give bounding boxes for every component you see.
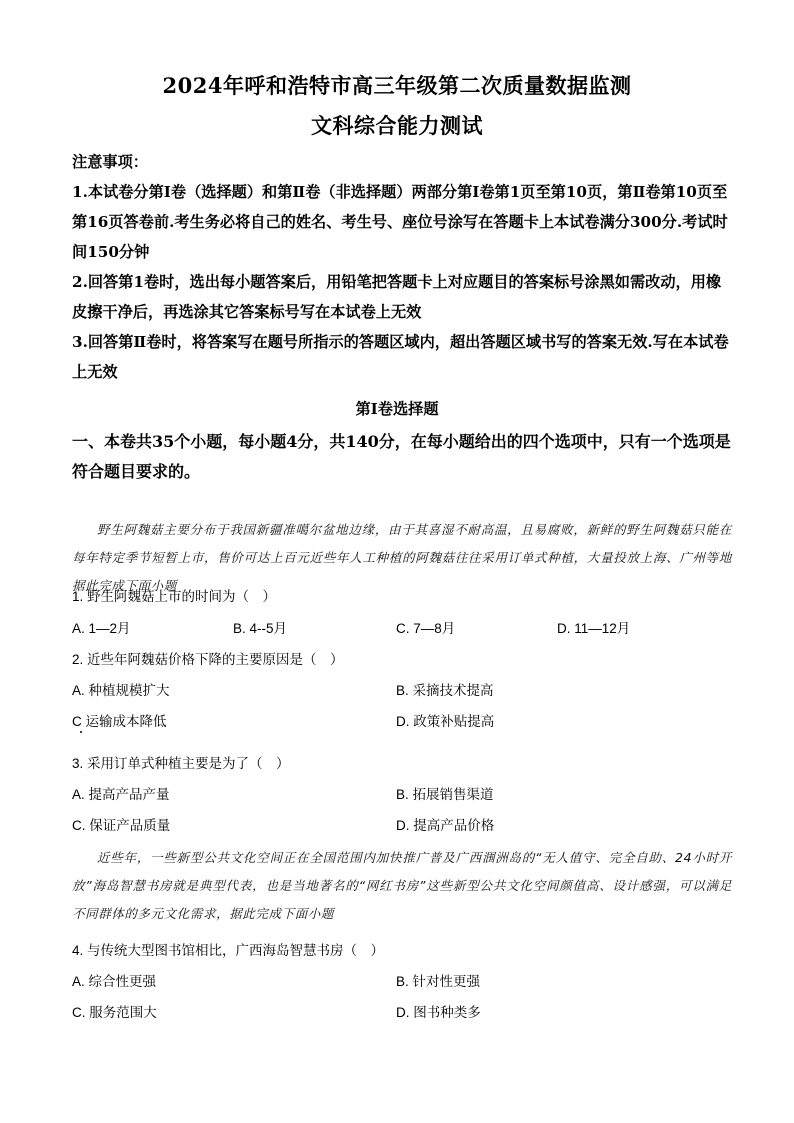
question-3-option-a: A. 提高产品产量: [72, 787, 170, 802]
section-title: 第Ⅰ卷选择题: [355, 400, 439, 418]
note-item-2: 2.回答第1卷时，选出每小题答案后，用铅笔把答题卡上对应题目的答案标号涂黑如需改动，用橡皮擦干净后，再选涂其它答案标号写在本试卷上无效: [72, 273, 722, 321]
question-1-option-c: C. 7—8月: [396, 621, 456, 636]
question-2-option-b: B. 采摘技术提高: [396, 683, 494, 698]
question-4-option-b: B. 针对性更强: [396, 974, 481, 989]
note-item-3: 3.回答第Ⅱ卷时，将答案写在题号所指示的答题区域内，超出答题区域书写的答案无效.写在本试卷上无效: [72, 333, 729, 381]
question-3-option-b: B. 拓展销售渠道: [396, 787, 494, 802]
question-1-option-d: D. 11—12月: [557, 621, 631, 636]
question-2-option-c: C 运输成本降低: [72, 714, 167, 729]
exam-subtitle: 文科综合能力测试: [311, 113, 483, 138]
question-3-stem: 3. 采用订单式种植主要是为了（ ）: [72, 756, 290, 771]
question-2-option-a: A. 种植规模扩大: [72, 683, 170, 698]
section-instruction: 一、本卷共35个小题，每小题4分，共140分，在每小题给出的四个选项中，只有一个选项是符合题目要求的。: [72, 432, 731, 481]
question-4-option-d: D. 图书种类多: [396, 1005, 481, 1020]
question-1-stem: 1. 野生阿魏菇上市的时间为（ ）: [72, 589, 277, 604]
question-2-stem: 2. 近些年阿魏菇价格下降的主要原因是（ ）: [72, 652, 344, 667]
question-1-option-a: A. 1—2月: [72, 621, 131, 636]
material-passage-1: 野生阿魏菇主要分布于我国新疆准噶尔盆地边缘，由于其喜湿不耐高温，且易腐败，新鲜的野生阿魏菇只能在每年特定季节短暂上市，售价可达上百元近些年人工种植的阿魏菇往往采用订单式种植，大量投放上海、广州等地据此完成下面小题: [72, 522, 732, 593]
notes-heading: 注意事项：: [72, 153, 148, 171]
question-2-option-d: D. 政策补贴提高: [396, 714, 495, 729]
material-passage-2: 近些年，一些新型公共文化空间正在全国范围内加快推广普及广西涠洲岛的“无人值守、完全自助、24小时开放”海岛智慧书房就是典型代表，也是当地著名的“网红书房”这些新型公共文化空间颜值高、设计感强，可以满足不同群体的多元文化需求，据此完成下面小题: [72, 850, 732, 921]
note-item-1: 1.本试卷分第Ⅰ卷（选择题）和第Ⅱ卷（非选择题）两部分第Ⅰ卷第1页至第10页，第Ⅱ卷第10页至第16页答卷前.考生务必将自己的姓名、考生号、座位号涂写在答题卡上本试卷满分300分.考试时间150分钟: [72, 183, 728, 261]
question-1-option-b: B. 4--5月: [233, 621, 288, 636]
question-4-option-a: A. 综合性更强: [72, 974, 157, 989]
question-4-option-c: C. 服务范围大: [72, 1005, 157, 1020]
exam-title: 2024年呼和浩特市高三年级第二次质量数据监测: [162, 73, 632, 98]
question-3-option-c: C. 保证产品质量: [72, 818, 171, 833]
question-3-option-d: D. 提高产品价格: [396, 818, 495, 833]
notes-block: [72, 147, 732, 387]
question-4-stem: 4. 与传统大型图书馆相比，广西海岛智慧书房（ ）: [72, 943, 385, 958]
stray-dot: [80, 731, 82, 733]
